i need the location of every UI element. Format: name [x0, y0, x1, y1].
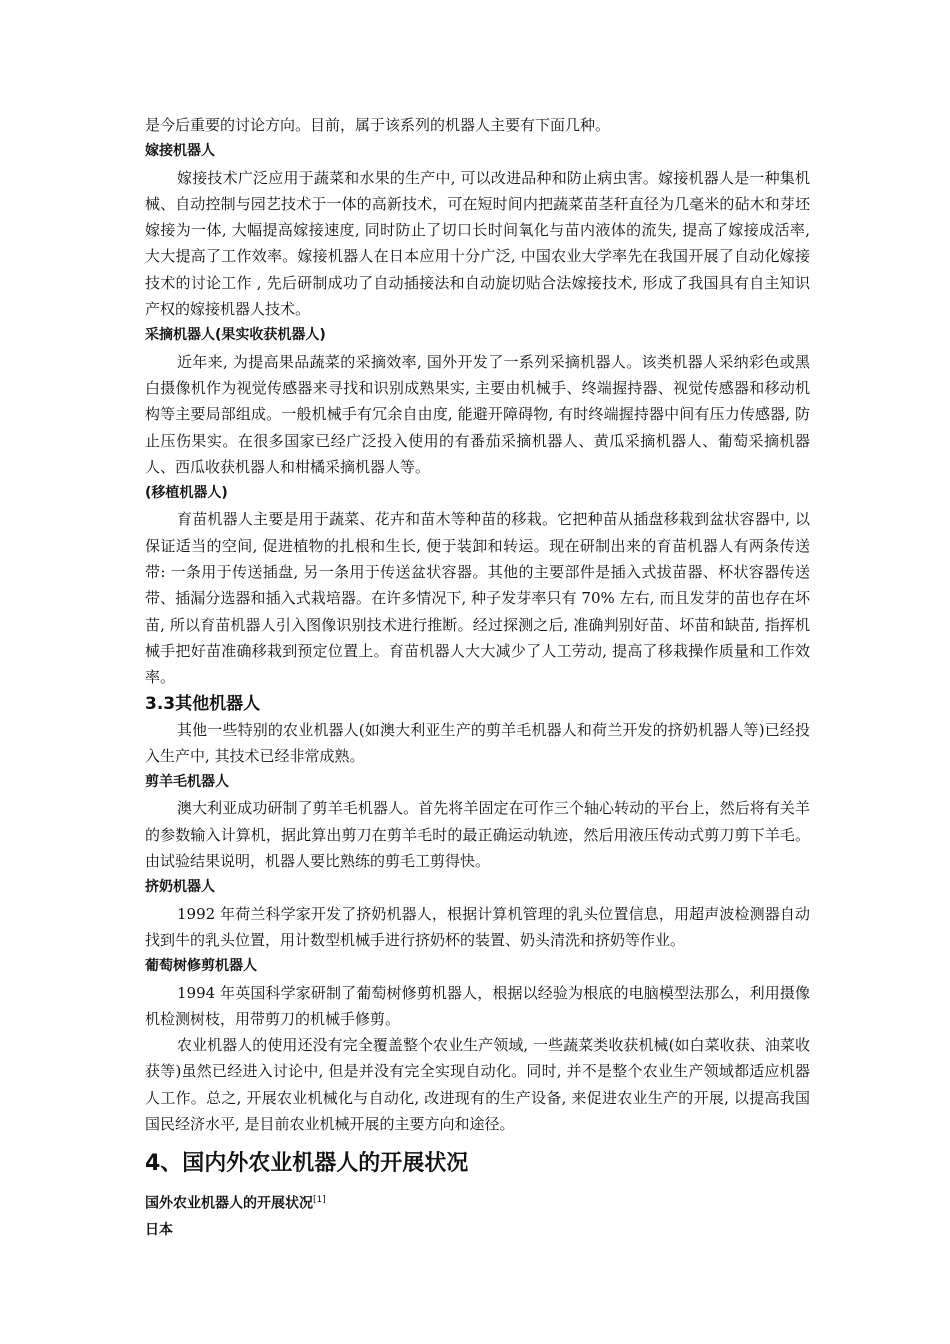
section-4-heading: 4、国内外农业机器人的开展状况 — [145, 1151, 469, 1177]
foreign-status-heading — [145, 1187, 810, 1217]
vine-paragraph: 1994 年英国科学家研制了葡萄树修剪机器人，根据以经验为根底的电脑模型法那么，利用摄像机检测树枝，用带剪刀的机械手修剪。 — [145, 983, 810, 1028]
summary-paragraph: 农业机器人的使用还没有完全覆盖整个农业生产领域, 一些蔬菜类收获机械(如白菜收获、油菜收获等)虽然已经进入讨论中, 但是并没有完全实现自动化。同时, 并不是整个农业生产领域都适应机器人工作。总之, 开展农业机械化与自动化, 改进现有的生产设备, 来促进农业生产的开展, 以提高我国国民经济水平, 是目前农业机械开展的主要方向和途径。 — [145, 1036, 810, 1133]
picking-paragraph: 近年来, 为提高果品蔬菜的采摘效率, 国外开发了一系列采摘机器人。该类机器人采纳彩色或黑白摄像机作为视觉传感器来寻找和识别成熟果实, 主要由机械手、终端握持器、视觉传感器和移动机构等主要局部组成。一般机械手有冗余自由度, 能避开障碍物, 有时终端握持器中间有压力传感器, 防止压伤果实。在很多国家已经广泛投入使用的有番茄采摘机器人、黄瓜采摘机器人、葡萄采摘机器人、西瓜收获机器人和柑橘采摘机器人等。 — [145, 352, 810, 476]
reference-marker[interactable]: [1] — [313, 1195, 326, 1206]
milking-heading: 挤奶机器人 — [145, 879, 215, 896]
shearing-heading: 剪羊毛机器人 — [145, 774, 229, 791]
section-3-3-paragraph: 其他一些特别的农业机器人(如澳大利亚生产的剪羊毛机器人和荷兰开发的挤奶机器人等)已经投入生产中, 其技术已经非常成熟。 — [145, 720, 810, 765]
document-page — [145, 112, 810, 1244]
transplant-heading: (移植机器人) — [145, 485, 228, 502]
transplant-paragraph: 育苗机器人主要是用于蔬菜、花卉和苗木等种苗的移栽。它把种苗从插盘移栽到盆状容器中, 以保证适当的空间, 促进植物的扎根和生长, 便于装卸和转运。现在研制出来的育苗机器人有两条传送带: 一条用于传送插盘, 另一条用于传送盆状容器。其他的主要部件是插入式拔苗器、杯状容器传送带、插漏分选器和插入式栽培器。在许多情况下, 种子发芽率只有 70% 左右, 而且发芽的苗也存在坏苗, 所以育苗机器人引入图像识别技术进行推断。经过探测之后, 准确判别好苗、坏苗和缺苗, 指挥机械手把好苗准确移栽到预定位置上。育苗机器人大大减少了人工劳动, 提高了移栽操作质量和工作效率。 — [145, 510, 810, 687]
grafting-heading: 嫁接机器人 — [145, 143, 215, 160]
shearing-paragraph: 澳大利亚成功研制了剪羊毛机器人。首先将羊固定在可作三个轴心转动的平台上，然后将有关羊的参数输入计算机，据此算出剪刀在剪羊毛时的最正确运动轨迹，然后用液压传动式剪刀剪下羊毛。由试验结果说明，机器人要比熟练的剪毛工剪得快。 — [145, 799, 810, 871]
foreign-status-text: 国外农业机器人的开展状况 — [145, 1195, 313, 1212]
grafting-paragraph: 嫁接技术广泛应用于蔬菜和水果的生产中, 可以改进品种和防止病虫害。嫁接机器人是一种集机械、自动控制与园艺技术于一体的高新技术，可在短时间内把蔬菜苗茎秆直径为几毫米的砧木和芽坯嫁接为一体, 大幅提高嫁接速度, 同时防止了切口长时间氧化与苗内液体的流失, 提高了嫁接成活率, 大大提高了工作效率。嫁接机器人在日本应用十分广泛, 中国农业大学率先在我国开展了自动化嫁接技术的讨论工作 , 先后研制成功了自动插接法和自动旋切贴合法嫁接技术, 形成了我国具有自主知识产权的嫁接机器人技术。 — [145, 168, 810, 319]
intro-paragraph: 是今后重要的讨论方向。目前，属于该系列的机器人主要有下面几种。 — [145, 116, 611, 134]
section-3-3-heading: 3.3其他机器人 — [145, 693, 261, 714]
vine-heading: 葡萄树修剪机器人 — [145, 958, 257, 975]
japan-heading: 日本 — [145, 1222, 173, 1239]
milking-paragraph: 1992 年荷兰科学家开发了挤奶机器人，根据计算机管理的乳头位置信息，用超声波检测器自动找到牛的乳头位置，用计数型机械手进行挤奶杯的装置、奶头清洗和挤奶等作业。 — [145, 904, 810, 949]
picking-heading: 采摘机器人(果实收获机器人) — [145, 327, 326, 344]
